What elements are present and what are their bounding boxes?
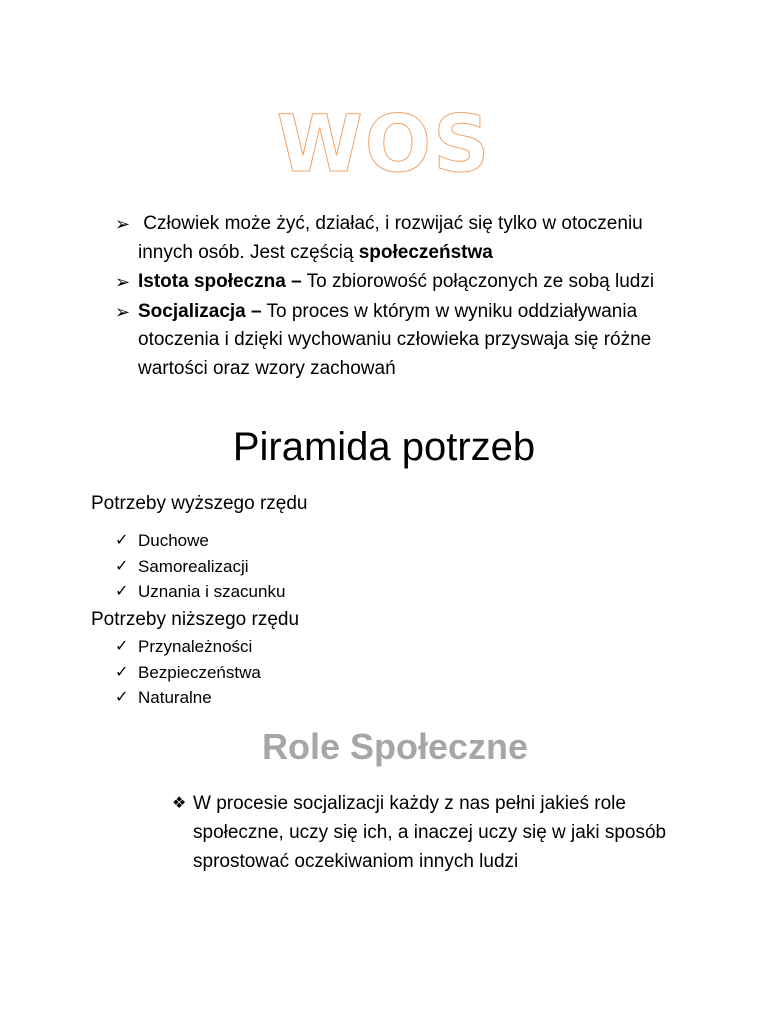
- list-item: ✓ Samorealizacji: [115, 554, 515, 580]
- page-title: WOS: [276, 100, 492, 190]
- intro-bullet-text: Istota społeczna – To zbiorowość połączonych ze sobą ludzi: [138, 271, 655, 292]
- intro-bullet-item: [115, 210, 695, 267]
- list-item: ✓ Przynależności: [115, 634, 515, 660]
- arrow-bullet-icon: ➢: [115, 214, 131, 234]
- roles-heading: Role Społeczne: [261, 726, 529, 767]
- list-item: ✓ Uznania i szacunku: [115, 579, 515, 605]
- pyramid-heading: Piramida potrzeb: [232, 425, 536, 469]
- lower-needs-list: [115, 634, 515, 711]
- check-icon: ✓: [115, 532, 129, 549]
- check-icon: ✓: [115, 638, 129, 655]
- higher-needs-list: [115, 528, 515, 605]
- intro-bullet-bold: społeczeństwa: [358, 241, 493, 263]
- intro-bullet-list: [115, 210, 695, 384]
- intro-bullet-bold: Istota społeczna –: [138, 271, 302, 292]
- lower-needs-label: Potrzeby niższego rzędu: [91, 609, 300, 630]
- intro-bullet-bold: Socjalizacja –: [138, 300, 262, 322]
- list-item: ✓ Bezpieczeństwa: [115, 660, 515, 686]
- intro-bullet-item: [115, 298, 695, 384]
- roles-bullet-text: W procesie socjalizacji każdy z nas pełni jakieś role społeczne, uczy się ich, a inaczej uczy się w jaki sposób sprostować oczekiwaniom innych ludzi: [193, 793, 667, 872]
- intro-bullet-text: Socjalizacja – To proces w którym w wyniku oddziaływania otoczenia i dzięki wychowaniu człowieka przyswaja się różne wartości oraz wzory zachowań: [138, 300, 652, 379]
- check-icon: ✓: [115, 663, 129, 681]
- arrow-bullet-icon: ➢: [115, 272, 131, 292]
- list-item: ✓ Duchowe: [115, 528, 515, 554]
- intro-bullet-text: Człowiek może żyć, działać, i rozwijać się tylko w otoczeniu innych osób. Jest częścią społeczeństwa: [138, 213, 643, 263]
- intro-bullet-item: [115, 268, 695, 297]
- roles-bullet-list: [172, 789, 702, 876]
- arrow-bullet-icon: ➢: [115, 301, 131, 322]
- check-icon: ✓: [115, 689, 129, 706]
- check-icon: ✓: [115, 557, 129, 575]
- check-icon: ✓: [115, 583, 129, 600]
- diamond-bullet-icon: ❖: [172, 795, 187, 812]
- list-item: ✓ Naturalne: [115, 685, 515, 711]
- higher-needs-label: Potrzeby wyższego rzędu: [91, 493, 308, 514]
- list-item: [172, 789, 702, 876]
